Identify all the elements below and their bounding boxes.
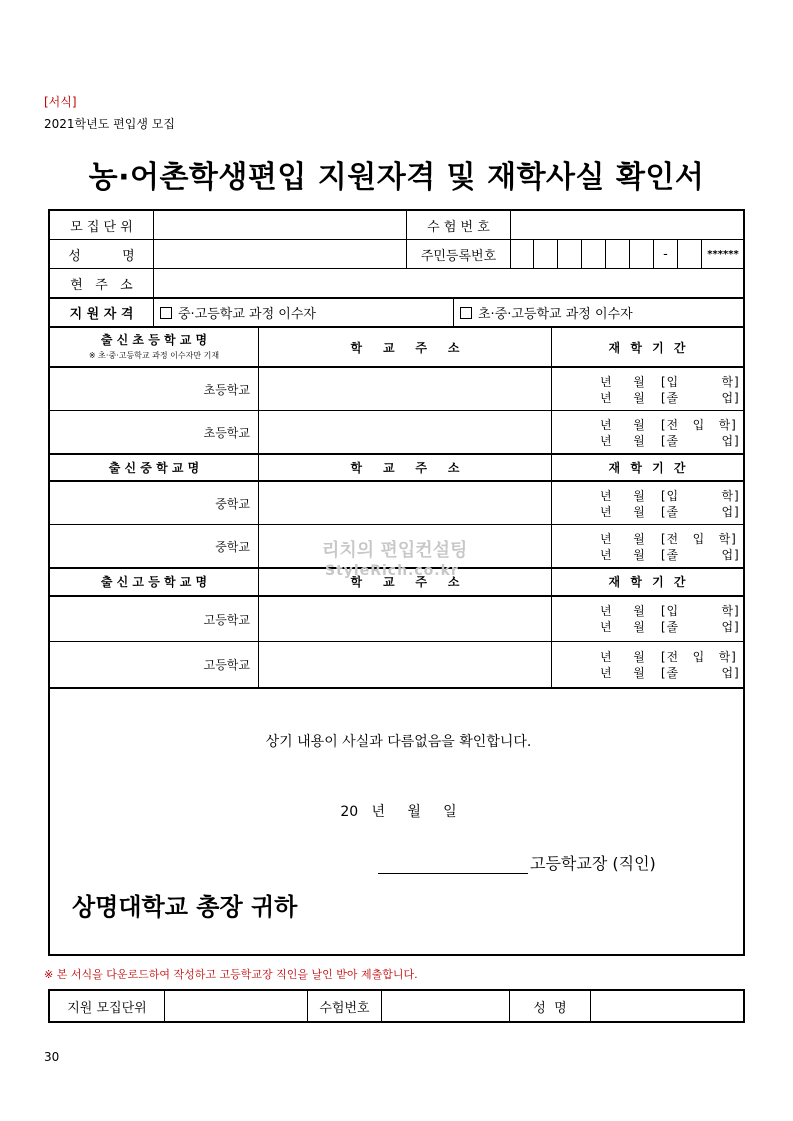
eligibility-option-2[interactable]	[460, 299, 745, 326]
eligibility-option-2-label: 초·중·고등학교 과정 이수자	[478, 307, 633, 322]
date-line: 20 년 월 일	[340, 804, 457, 820]
high-period-header: 재 학 기 간	[608, 575, 689, 589]
elementary-period-1-line2: 년 월 [졸 업]	[600, 391, 741, 405]
elementary-school-name-2[interactable]: 초등학교	[203, 425, 250, 440]
form-tag: [서식]	[44, 95, 77, 109]
signature-blank[interactable]	[378, 855, 528, 874]
document-title: 농·어촌학생편입 지원자격 및 재학사실 확인서	[88, 160, 705, 195]
bottom-info-table	[48, 989, 745, 1023]
bottom-recruit-unit-label: 지원 모집단위	[67, 1000, 147, 1016]
elementary-period-1-line1: 년 월 [입 학]	[600, 375, 741, 389]
high-address-header: 학 교 주 소	[350, 575, 460, 589]
bottom-exam-no-label: 수험번호	[319, 1000, 370, 1016]
bottom-exam-no-field[interactable]	[382, 991, 509, 1021]
exam-no-field[interactable]	[511, 211, 745, 239]
bottom-name-field[interactable]	[591, 991, 743, 1021]
middle-address-1[interactable]	[259, 482, 551, 524]
high-address-2[interactable]	[259, 642, 551, 687]
address-label: 현 주 소	[70, 277, 133, 293]
eligibility-label: 지 원 자 격	[69, 307, 134, 322]
page-number: 30	[44, 1050, 60, 1064]
eligibility-option-1[interactable]	[160, 299, 450, 326]
elementary-period-header: 재 학 기 간	[608, 340, 689, 355]
checkbox-icon[interactable]	[460, 307, 472, 319]
elementary-address-2[interactable]	[259, 411, 551, 453]
exam-no-label: 수 험 번 호	[427, 219, 490, 235]
elementary-address-header: 학 교 주 소	[350, 340, 460, 355]
confirmation-text: 상기 내용이 사실과 다름없음을 확인합니다.	[265, 734, 532, 750]
recruit-unit-field[interactable]	[154, 211, 406, 239]
middle-address-header: 학 교 주 소	[350, 460, 460, 475]
address-field[interactable]	[154, 269, 745, 297]
high-school-header: 출 신 고 등 학 교 명	[100, 575, 208, 589]
addressee: 상명대학교 총장 귀하	[72, 893, 298, 921]
elementary-note: ※ 초·중·고등학교 과정 이수자만 기재	[88, 350, 220, 360]
elementary-period-2-line2: 년 월 [졸 업]	[600, 434, 741, 448]
recruit-unit-label: 모 집 단 위	[70, 219, 133, 235]
resident-no-dash: -	[663, 246, 668, 262]
principal-signature[interactable]	[378, 851, 656, 874]
checkbox-icon[interactable]	[160, 307, 172, 319]
middle-school-name-2[interactable]: 중학교	[215, 539, 250, 554]
bottom-name-label: 성 명	[533, 1000, 567, 1016]
high-school-name-1[interactable]: 고등학교	[203, 612, 250, 627]
high-period-2-line1: 년 월 [전 입 학]	[600, 650, 738, 664]
high-period-2-line2: 년 월 [졸 업]	[600, 666, 741, 680]
eligibility-option-1-label: 중·고등학교 과정 이수자	[178, 307, 316, 322]
middle-period-1-line2: 년 월 [졸 업]	[600, 505, 741, 519]
resident-no-masked: ******	[707, 248, 739, 260]
submission-notice: ※ 본 서식을 다운로드하여 작성하고 고등학교장 직인을 날인 받아 제출합니다.	[44, 968, 418, 981]
middle-period-2-line2: 년 월 [졸 업]	[600, 548, 741, 562]
middle-period-2-line1: 년 월 [전 입 학]	[600, 532, 738, 546]
document-subtitle: 2021학년도 편입생 모집	[44, 117, 175, 131]
principal-label: 고등학교장 (직인)	[530, 854, 656, 873]
name-label: 성 명	[68, 248, 135, 264]
high-period-1-line2: 년 월 [졸 업]	[600, 620, 741, 634]
high-school-name-2[interactable]: 고등학교	[203, 658, 250, 672]
elementary-period-2-line1: 년 월 [전 입 학]	[600, 418, 738, 432]
middle-period-header: 재 학 기 간	[608, 460, 689, 475]
watermark-text: 리치의 편입컨설팅	[322, 540, 468, 561]
high-period-1-line1: 년 월 [입 학]	[600, 604, 741, 618]
middle-period-1-line1: 년 월 [입 학]	[600, 489, 741, 503]
elementary-address-1[interactable]	[259, 368, 551, 410]
middle-school-header: 출 신 중 학 교 명	[108, 460, 200, 475]
elementary-school-header: 출 신 초 등 학 교 명	[100, 332, 208, 347]
resident-no-label: 주민등록번호	[420, 248, 497, 264]
high-address-1[interactable]	[259, 597, 551, 641]
name-field[interactable]	[154, 240, 406, 268]
elementary-school-name-1[interactable]: 초등학교	[203, 382, 250, 397]
middle-school-name-1[interactable]: 중학교	[215, 496, 250, 511]
confirmation-form	[48, 209, 745, 956]
bottom-recruit-unit-field[interactable]	[165, 991, 307, 1021]
watermark-url: StyleRich.co.kr	[325, 563, 459, 579]
